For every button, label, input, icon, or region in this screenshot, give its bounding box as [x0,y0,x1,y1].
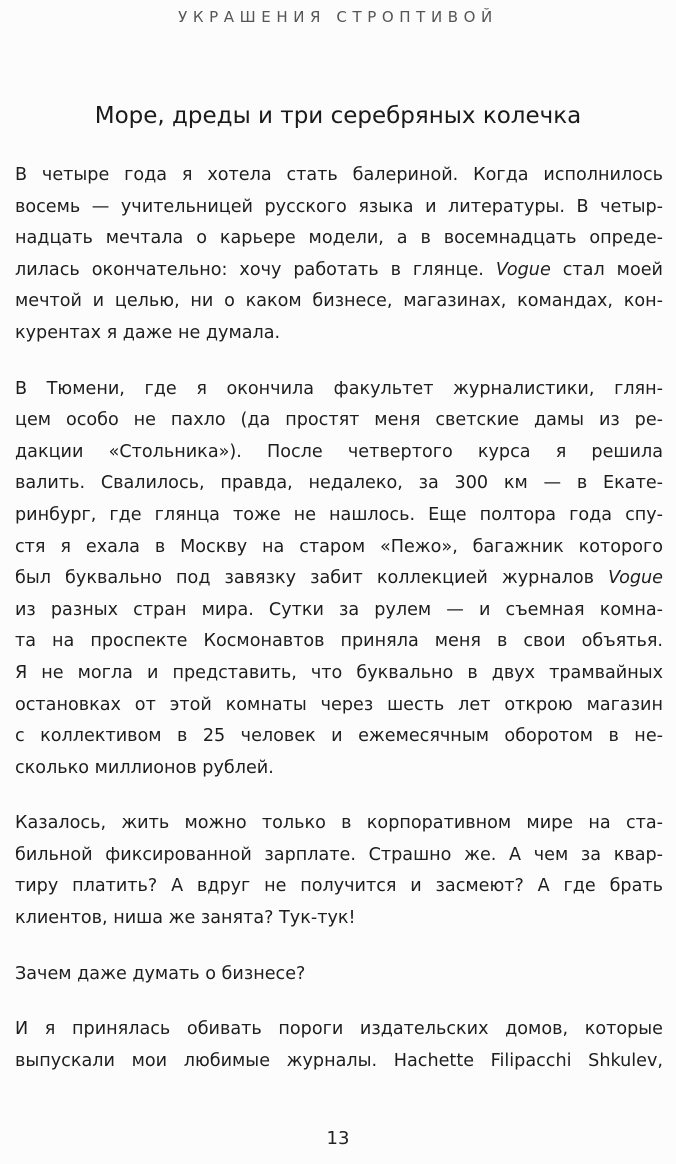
text-line: цем особо не пахло (да простят меня светские дамы из ре- [15,410,663,431]
text-line: И я принялась обивать пороги издательских домов, которые [15,1019,663,1040]
running-head: УКРАШЕНИЯ СТРОПТИВОЙ [178,8,498,26]
paragraph [15,808,663,934]
text-line: Зачем даже думать о бизнесе? [15,963,306,984]
text-line: та на проспекте Космонавтов приняла меня в свои объятья. [15,631,663,652]
text-line: ринбург, где глянца тоже не нашлось. Еще полтора года спу- [15,504,663,525]
text-line: В четыре года я хотела стать балериной. Когда исполнилось [15,165,663,185]
text-line: бильной фиксированной зарплате. Страшно же. А чем за квар- [15,844,663,865]
text-line: стя я ехала в Москву на старом «Пежо», багажник которого [15,536,663,557]
text-line: с коллективом в 25 человек и ежемесячным оборотом в не- [15,726,663,747]
text-line: Казалось, жить можно только в корпоративном мире на ста- [15,813,663,834]
text-line: валить. Свалилось, правда, недалеко, за 300 км — в Екате- [15,473,663,494]
text-line: курентах я даже не думала. [15,322,281,343]
body-text [15,160,663,1101]
text-line: мечтой и целью, ни о каком бизнесе, магазинах, командах, кон- [15,291,663,312]
text-line: из разных стран мира. Сутки за рулем — и съемная комна- [15,599,663,620]
chapter-title: Море, дреды и три серебряных колечка [94,103,582,129]
text-line: сколько миллионов рублей. [15,757,274,778]
text-line: тиру платить? А вдруг не получится и засмеют? А где брать [15,876,663,897]
text-line: восемь — учительницей русского языка и литературы. В четыр- [15,196,663,217]
text-line: Я не могла и представить, что буквально в двух трамвайных [15,662,663,683]
text-line: остановках от этой комнаты через шесть лет открою магазин [15,694,663,715]
page-number: 13 [326,1128,350,1149]
text-line: надцать мечтала о карьере модели, а в восемнадцать опреде- [15,228,663,249]
text-line: был буквально под завязку забит коллекцией журналов Vogue [15,568,663,589]
text-line: клиентов, ниша же занята? Тук-тук! [15,908,356,929]
text-line: выпускали мои любимые журналы. Hachette Filipacchi Shkulev, [15,1050,663,1071]
paragraph [15,160,663,350]
text-line: В Тюмени, где я окончила факультет журналистики, глян- [15,378,663,399]
paragraph [15,1014,663,1077]
paragraph [15,374,663,785]
text-line: дакции «Стольника»). После четвертого курса я решила [15,441,663,462]
paragraph [15,959,663,991]
text-line: лилась окончательно: хочу работать в глянце. Vogue стал моей [15,259,663,280]
